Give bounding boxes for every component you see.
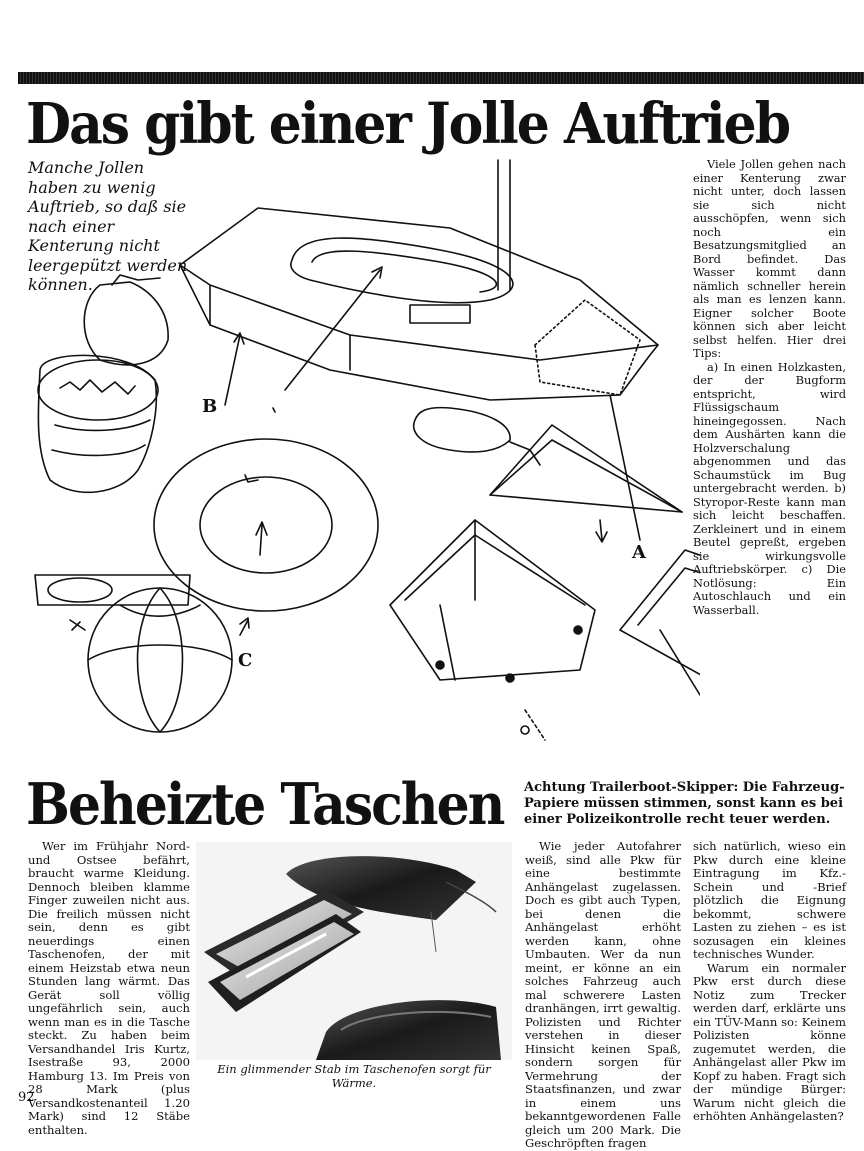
- article-intro: Manche Jollen haben zu wenig Auftrieb, so daß sie nach einer Kenterung nicht leergepützt werden können.: [28, 158, 188, 294]
- article-body-trailer-2: [693, 840, 846, 1124]
- label-a: A: [632, 542, 646, 563]
- pocket-warmer-photo: [196, 842, 512, 1060]
- article-body-jolle: [693, 158, 846, 617]
- beach-ball-drawing: [88, 588, 232, 732]
- top-rule: [18, 72, 864, 84]
- body-paragraph: Warum ein normaler Pkw erst durch diese Notiz zum Trecker werden darf, erklärte uns ein TÜV-Mann so: Keinem Polizisten könne zugemutet werden, die Anhängelast aller Pkw im Kopf zu haben. Fragt sich der mündige Bürger: Warum nicht gleich die erhöhten Anhängelasten?: [693, 960, 846, 1123]
- body-paragraph: Wie jeder Autofahrer weiß, sind alle Pkw für eine bestimmte Anhängelast zugelassen. Doch es gibt auch Typen, bei denen die Anhängelast erhöht werden kann, ohne Umbauten. Wer da nun meint, er könne an ein solches Fahrzeug auch mal schwerere Lasten dranhängen, irrt gewaltig. Polizisten und Richter verstehen in dieser Hinsicht keinen Spaß, sondern sorgen für Vermehrung der Staatsfinanzen, und zwar in einem uns bekanntgewordenen Falle gleich um 200 Mark. Die Geschröpften fragen: [525, 839, 681, 1150]
- label-b: B: [202, 396, 218, 417]
- body-paragraph: Wer im Frühjahr Nord- und Ostsee befährt, braucht warme Kleidung. Dennoch bleiben klamme Finger zuweilen nicht aus. Die freilich müssen nicht sein, denn es gibt neuerdings einen Taschenofen, der mit einem Heizstab etwa neun Stunden lang wärmt. Das Gerät soll völlig ungefährlich sein, auch wenn man es in die Tasche steckt. Zu haben beim Versandhandel Iris Kurtz, Isestraße 93, 2000 Hamburg 13. Im Preis von 28 Mark (plus Versandkostenanteil 1.20 Mark) sind 12 Stäbe enthalten.: [28, 839, 190, 1137]
- body-paragraph: Viele Jollen gehen nach einer Kenterung zwar nicht unter, doch lassen sie sich nicht ausschöpfen, wenn sich noch ein Besatzungsmitglied an Bord befindet. Das Wasser kommt dann nämlich schneller herein als man es lenzen kann. Eigner solcher Boote können sich aber leicht selbst helfen. Hier drei Tips:: [693, 157, 846, 360]
- label-c: C: [238, 650, 253, 671]
- tube-drawing: [154, 439, 378, 611]
- styrofoam-bag-drawing: [84, 282, 168, 365]
- article-kicker-trailer: Achtung Trailerboot-Skipper: Die Fahrzeug-Papiere müssen stimmen, sonst kann es bei einer Polizeikontrolle recht teuer werden.: [524, 780, 845, 827]
- photo-caption: Ein glimmender Stab im Taschenofen sorgt für Wärme.: [217, 1062, 491, 1090]
- buoyancy-illustration: [20, 150, 700, 750]
- article-body-taschen: [28, 840, 190, 1137]
- article-headline-jolle: Das gibt einer Jolle Auftrieb: [26, 90, 790, 157]
- dinghy-drawing: [180, 208, 658, 400]
- wooden-box-drawing: [390, 520, 595, 680]
- page-number: 92: [18, 1090, 35, 1105]
- article-headline-taschen: Beheizte Taschen: [26, 771, 504, 839]
- article-body-trailer-1: [525, 840, 681, 1151]
- body-paragraph: sich natürlich, wieso ein Pkw durch eine kleine Eintragung im Kfz.-Schein und -Brief plötzlich die Eignung bekommt, schwere Lasten zu ziehen – es ist sozusagen ein kleines technisches Wunder.: [693, 839, 846, 961]
- body-paragraph: a) In einen Holzkasten, der der Bugform entspricht, wird Flüssigschaum hineingegossen. Nach dem Aushärten kann die Holzverschalung abgenommen und das Schaumstück im Bug untergebracht werden. b) Styropor-Reste kann man sich leicht beschaffen. Zerkleinert und in einem Beutel gepreßt, ergeben sie wirkungsvolle Auftriebskörper. c) Die Notlösung: Ein Autoschlauch und ein Wasserball.: [693, 359, 846, 617]
